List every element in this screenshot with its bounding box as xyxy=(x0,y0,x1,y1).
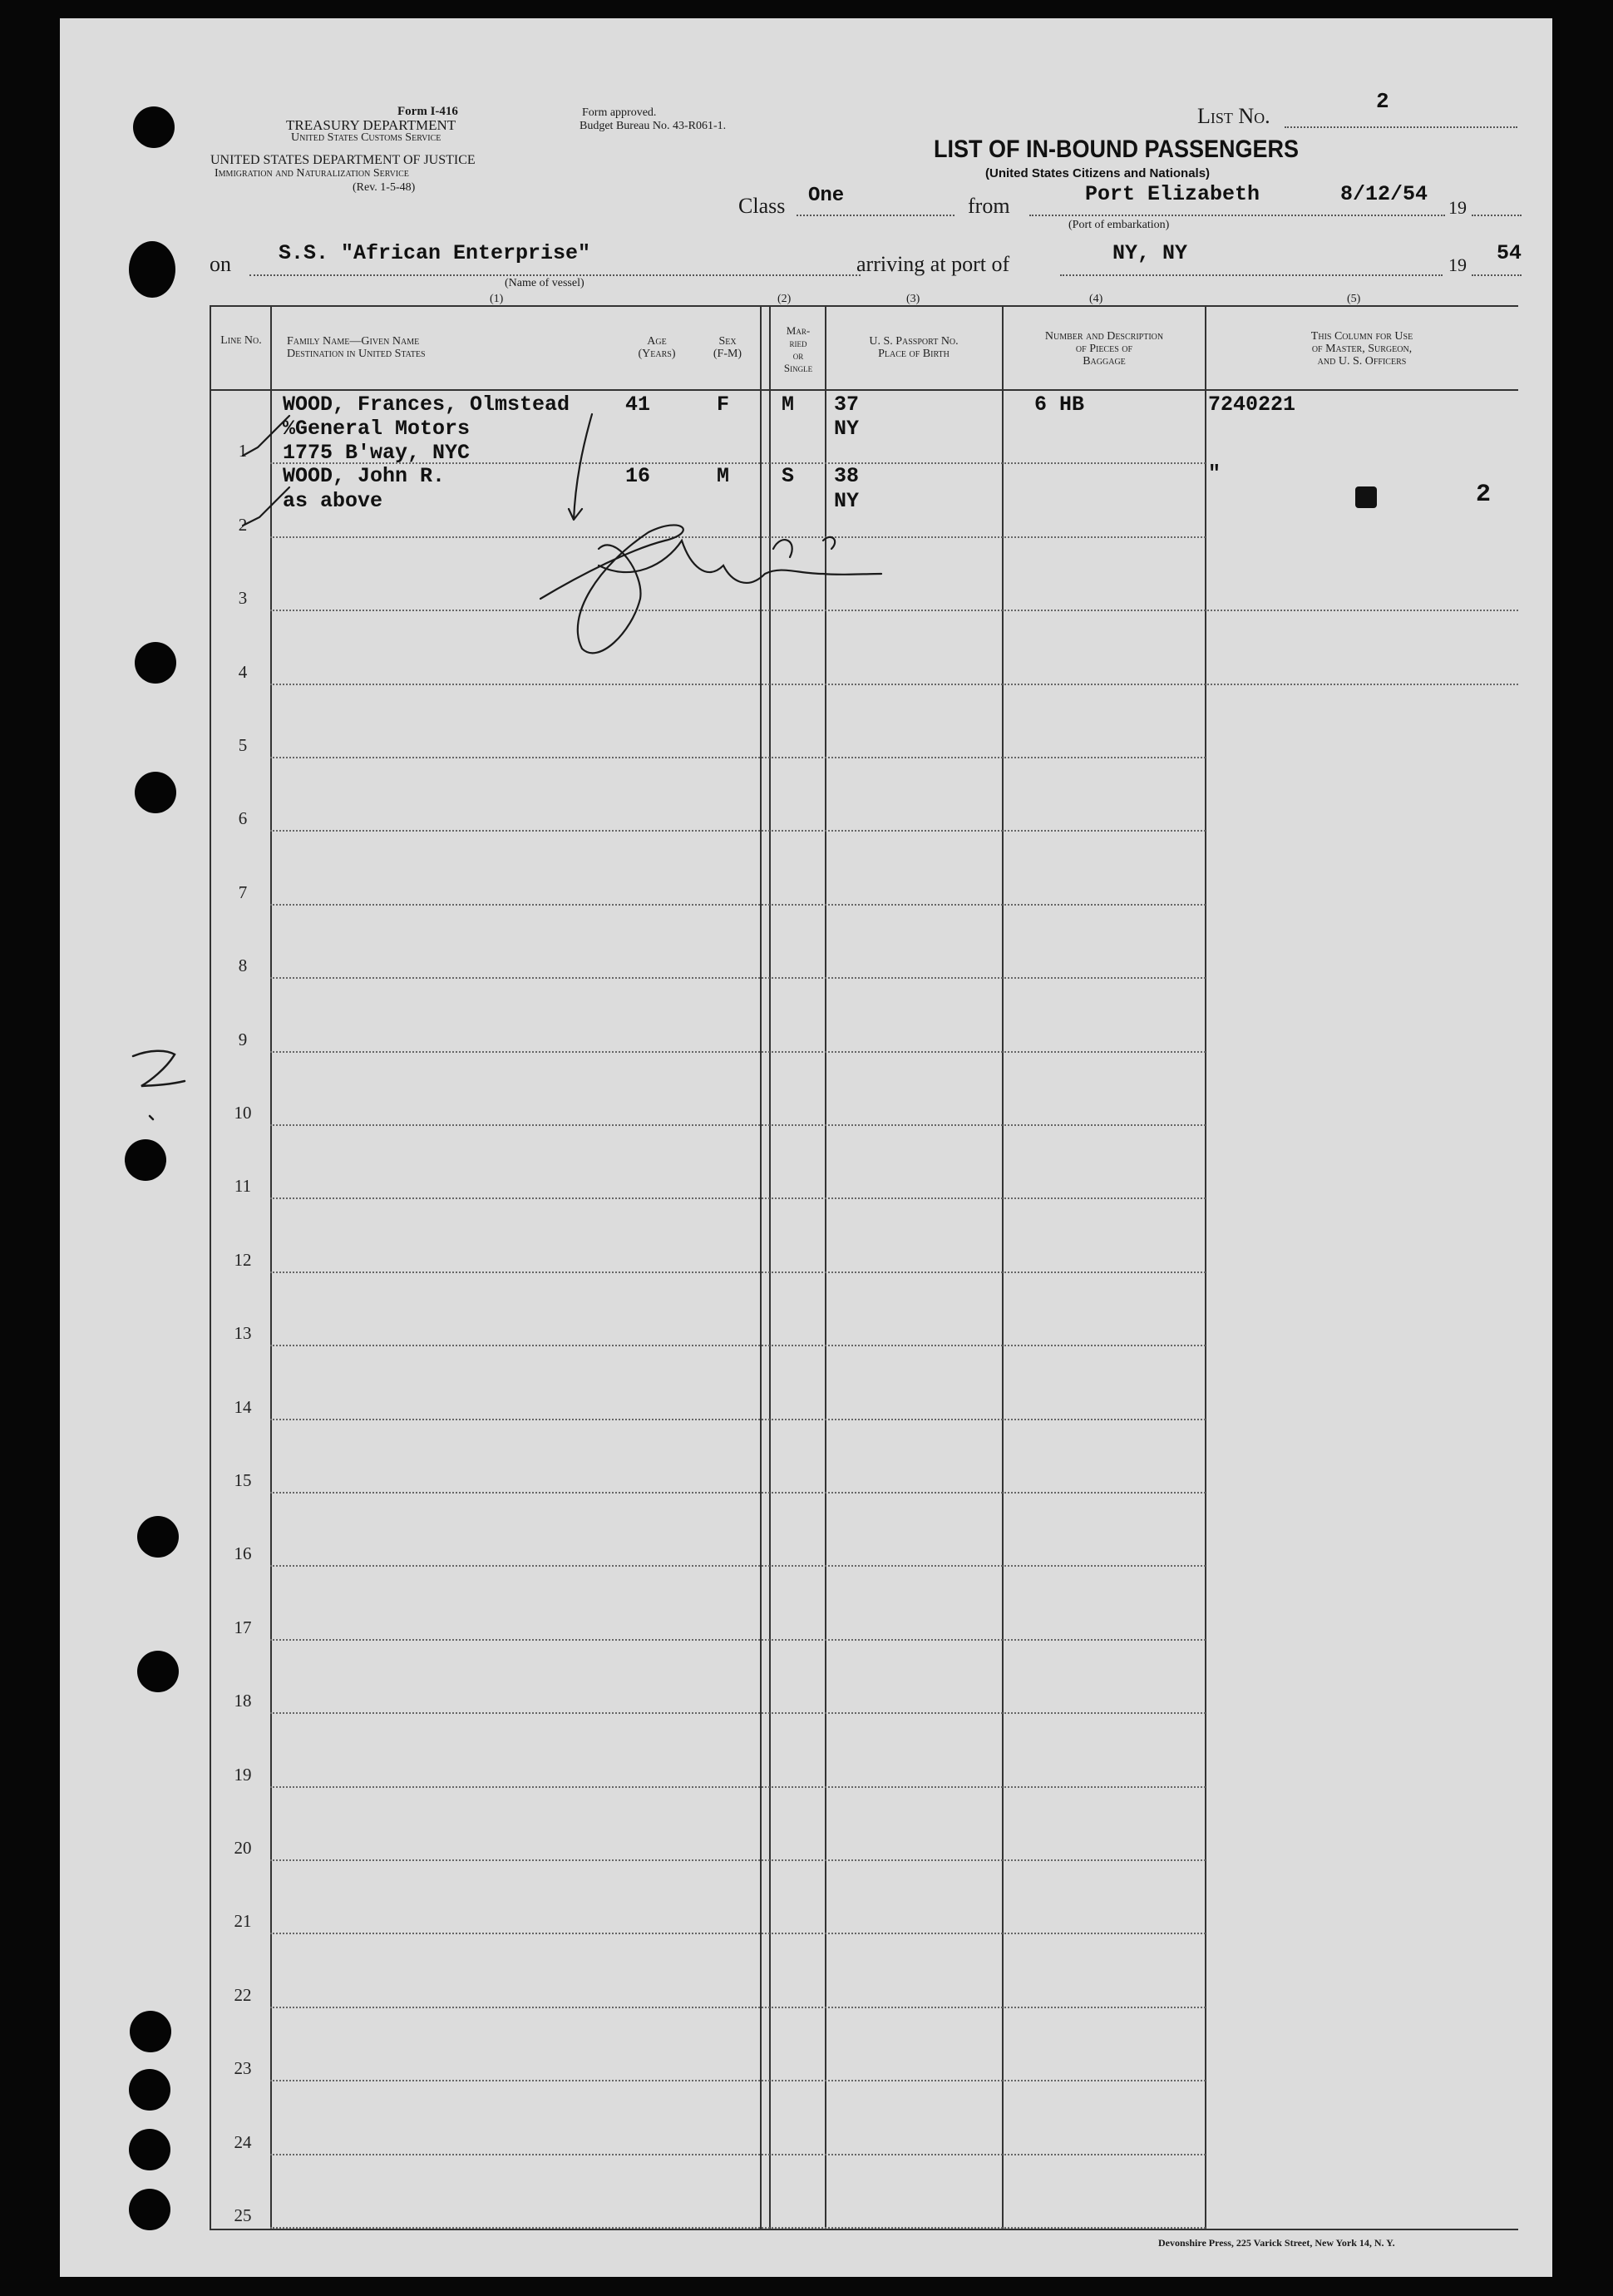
header-married-line2: ried xyxy=(789,337,807,349)
line-number: 3 xyxy=(238,588,248,608)
revision-date: (Rev. 1-5-48) xyxy=(353,181,416,194)
header-married-line4: Single xyxy=(783,362,813,374)
signature-stroke xyxy=(599,541,881,583)
line-number: 9 xyxy=(238,1029,248,1049)
passenger-2-officer-mark: 2 xyxy=(1476,481,1492,509)
passenger-2-officer-note: " xyxy=(1208,462,1221,486)
line-number: 12 xyxy=(234,1250,252,1270)
line-number: 2 xyxy=(238,515,248,535)
header-name-line2: Destination in United States xyxy=(287,348,426,360)
header-sex-line1: Sex xyxy=(718,335,737,348)
line-number: 21 xyxy=(234,1911,252,1931)
header-age-line2: (Years) xyxy=(638,348,676,360)
header-passport-line1: U. S. Passport No. xyxy=(869,335,959,348)
header-officers-line1: This Column for Use xyxy=(1310,330,1413,343)
header-passport-line2: Place of Birth xyxy=(878,348,950,360)
from-label: from xyxy=(968,194,1010,218)
passenger-2-passport: 38 xyxy=(834,464,860,488)
passenger-2-name: WOOD, John R. xyxy=(283,464,446,488)
line-number: 13 xyxy=(234,1323,252,1343)
vessel-caption: (Name of vessel) xyxy=(505,277,585,289)
form-approved: Form approved. xyxy=(582,106,657,119)
arrival-port-value: NY, NY xyxy=(1112,241,1188,265)
line-number: 7 xyxy=(238,882,248,902)
from-value: Port Elizabeth xyxy=(1085,182,1260,206)
col-number-5: (5) xyxy=(1347,293,1361,305)
passenger-1-officer-note: 7240221 xyxy=(1208,393,1296,417)
signature-loop xyxy=(540,525,683,653)
customs-service: United States Customs Service xyxy=(291,131,441,144)
vessel-value: S.S. "African Enterprise" xyxy=(279,241,591,265)
header-name-line1: Family Name—Given Name xyxy=(287,335,420,348)
col-number-2: (2) xyxy=(777,293,792,305)
line-number: 24 xyxy=(234,2132,252,2152)
arrow-stroke xyxy=(569,414,592,520)
port-caption: (Port of embarkation) xyxy=(1068,219,1170,231)
line-number: 8 xyxy=(238,955,248,975)
col-number-1: (1) xyxy=(490,293,504,305)
arrival-year: 54 xyxy=(1497,241,1522,265)
passenger-1-destination-1: %General Motors xyxy=(283,417,471,441)
budget-bureau: Budget Bureau No. 43-R061-1. xyxy=(580,120,727,132)
passenger-1-birthplace: NY xyxy=(834,417,860,441)
page-title: LIST OF IN-BOUND PASSENGERS xyxy=(934,136,1300,163)
line-number: 23 xyxy=(234,2058,252,2078)
justice-department: UNITED STATES DEPARTMENT OF JUSTICE xyxy=(210,153,476,167)
arriving-label: arriving at port of xyxy=(856,252,1010,276)
header-age-line1: Age xyxy=(647,335,667,348)
passenger-2-birthplace: NY xyxy=(834,489,860,513)
header-officers-line2: of Master, Surgeon, xyxy=(1311,343,1413,355)
tick-mark-1 xyxy=(243,416,289,456)
line-number: 22 xyxy=(234,1985,252,2005)
passenger-1-passport: 37 xyxy=(834,393,860,417)
line-number: 16 xyxy=(234,1543,252,1563)
list-no-value: 2 xyxy=(1376,89,1389,114)
form-number: Form I-416 xyxy=(397,105,458,118)
line-number: 20 xyxy=(234,1838,252,1858)
line-number: 14 xyxy=(234,1397,252,1417)
department-name: TREASURY DEPARTMENT xyxy=(286,117,456,133)
line-number: 11 xyxy=(234,1176,252,1196)
departure-date: 8/12/54 xyxy=(1340,182,1428,206)
year-prefix-2-text: 19 xyxy=(1448,254,1467,275)
line-number: 15 xyxy=(234,1470,252,1490)
header-baggage-line1: Number and Description xyxy=(1044,330,1164,343)
margin-mark xyxy=(133,1051,185,1086)
tick-mark-2 xyxy=(243,487,289,526)
header-married-line1: Mar- xyxy=(786,324,811,337)
passenger-2-destination-1: as above xyxy=(283,489,383,513)
passenger-1-destination-2: 1775 B'way, NYC xyxy=(283,441,471,465)
header-baggage-line2: of Pieces of xyxy=(1075,343,1133,355)
line-number: 19 xyxy=(234,1765,252,1785)
col-number-4: (4) xyxy=(1089,293,1103,305)
passenger-2-sex: M xyxy=(717,464,730,488)
line-number: 25 xyxy=(234,2205,252,2225)
line-number: 17 xyxy=(234,1617,252,1637)
passenger-1-age: 41 xyxy=(625,393,651,417)
header-officers-line3: and U. S. Officers xyxy=(1317,355,1407,368)
year-prefix-1-text: 19 xyxy=(1448,197,1467,218)
printer-imprint: Devonshire Press, 225 Varick Street, New York 14, N. Y. xyxy=(1158,2237,1395,2249)
line-number: 4 xyxy=(238,662,248,682)
line-number: 18 xyxy=(234,1691,252,1711)
line-number: 5 xyxy=(238,735,248,755)
class-label: Class xyxy=(738,194,786,218)
immigration-service: Immigration and Naturalization Service xyxy=(215,167,409,180)
margin-dot xyxy=(150,1116,153,1119)
signature-flourish xyxy=(773,537,835,557)
passenger-1-baggage: 6 HB xyxy=(1034,393,1085,417)
header-married-line3: or xyxy=(792,349,804,362)
header-line-no: Line No. xyxy=(220,334,262,347)
on-label: on xyxy=(210,252,231,276)
passenger-1-name: WOOD, Frances, Olmstead xyxy=(283,393,570,417)
line-number: 10 xyxy=(234,1103,252,1123)
header-baggage-line3: Baggage xyxy=(1083,355,1126,368)
passenger-2-age: 16 xyxy=(625,464,651,488)
list-no-label: List No. xyxy=(1197,104,1270,128)
class-value: One xyxy=(808,185,845,207)
passenger-1-sex: F xyxy=(717,393,730,417)
col-number-3: (3) xyxy=(906,293,920,305)
header-sex-line2: (F-M) xyxy=(713,348,742,360)
passenger-2-marital: S xyxy=(782,464,795,488)
line-number: 1 xyxy=(238,441,248,461)
passenger-1-marital: M xyxy=(782,393,795,417)
line-number: 6 xyxy=(238,808,248,828)
page-subtitle: (United States Citizens and Nationals) xyxy=(985,166,1211,180)
